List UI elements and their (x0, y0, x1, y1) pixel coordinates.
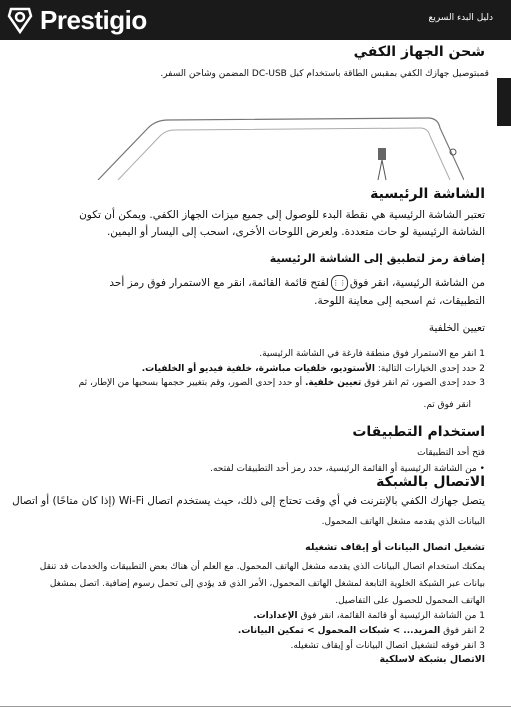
wallpaper-step-3-text: 3 حدد إحدى الصور، ثم انقر فوق (361, 378, 485, 388)
tablet-illustration (78, 88, 464, 180)
network-line-2: البيانات الذي يقدمه مشغل الهاتف المحمول. (321, 517, 485, 527)
data-conn-line-2: بيانات عبر الشبكة الخلوية التابعة لمشغل الهاتف المحمول، الأمر الذي قد يؤدي إلى تحمل رسوم إضافية. اتصل بمشغل (49, 579, 485, 589)
apps-open: فتح أحد التطبيقات (417, 448, 485, 458)
wallpaper-step-1: 1 انقر مع الاستمرار فوق منطقة فارغة في الشاشة الرئيسية. (259, 349, 485, 359)
data-conn-step-1-bold: الإعدادات. (253, 611, 298, 621)
wallpaper-step-3-bold: تعيين خلفية. (304, 378, 362, 388)
add-icon-text-b: لفتح قائمة القائمة، انقر مع الاستمرار فوق رمز أحد (109, 277, 329, 289)
data-conn-step-2-bold: المزيد... > شبكات المحمول > تمكين البيانات. (237, 626, 441, 636)
home-line-2: الشاشة الرئيسية لو حات متعددة. ولعرض اللوحات الأخرى، اسحب إلى اليسار أو اليمين. (106, 226, 485, 238)
header-bar (0, 0, 511, 40)
charging-heading: شحن الجهاز الكفي (353, 44, 485, 60)
add-icon-heading: إضافة رمز لتطبيق إلى الشاشة الرئيسية (269, 252, 485, 265)
charging-body: قمبتوصيل جهازك الكفي بمقبس الطاقة باستخدام كبل DC-USB المضمن وشاحن السفر. (160, 69, 489, 79)
home-heading: الشاشة الرئيسية (370, 186, 485, 202)
side-tab-marker (497, 78, 511, 126)
wallpaper-step-2-text: 2 حدد إحدى الخيارات التالية: (374, 364, 485, 374)
wallpaper-heading: تعيين الخلفية (428, 322, 485, 334)
brand-logo (6, 5, 147, 35)
home-line-1: تعتبر الشاشة الرئيسية هي نقطة البدء للوصول إلى جميع ميزات الجهاز الكفي. ويمكن أن تكون (79, 209, 485, 221)
wallpaper-step-3-cont: انقر فوق تم. (423, 400, 471, 410)
prestigio-logo-icon (6, 6, 34, 34)
data-conn-step-1 (253, 609, 485, 623)
brand-name: Prestigio (40, 4, 147, 35)
apps-heading: استخدام التطبيقات (352, 424, 485, 440)
add-icon-line-2: التطبيقات، ثم اسحبه إلى معاينة اللوحة. (314, 295, 485, 307)
network-heading: الاتصال بالشبكة (376, 474, 485, 490)
add-icon-line-1 (109, 275, 485, 291)
data-conn-step-2-text: 2 انقر فوق (440, 626, 485, 636)
footer-divider (0, 706, 511, 707)
network-line-1: يتصل جهازك الكفي بالإنترنت في أي وقت تحتاج إلى ذلك، حيث يستخدم اتصال Wi-Fi (إذا كان متاحًا) أو اتصال (12, 495, 485, 507)
apps-menu-icon: ⋮⋮ (331, 275, 348, 291)
add-icon-text-a: من الشاشة الرئيسية، انقر فوق (349, 277, 485, 289)
data-conn-line-1: يمكنك استخدام اتصال البيانات الذي يقدمه مشغل الهاتف المحمول. مع العلم أن هناك بعض التطبيقات والخدمات قد تنقل (39, 562, 485, 572)
data-conn-step-2 (238, 624, 485, 638)
wireless-heading: الاتصال بشبكة لاسلكية (379, 654, 485, 665)
guide-title: دليل البدء السريع (428, 13, 493, 23)
wallpaper-step-3-post: أو حدد إحدى الصور، وقم بتغيير حجمها بسحبها من الإطار، ثم (78, 378, 305, 388)
wallpaper-step-3 (79, 376, 485, 390)
wallpaper-step-2-options: الأستوديو، خلفيات مباشرة، خلفية فيديو أو الخلفيات. (141, 364, 375, 374)
data-conn-heading: تشغيل اتصال البيانات أو إيقاف تشغيله (305, 542, 485, 553)
data-conn-step-3: 3 انقر فوقه لتشغيل اتصال البيانات أو إيقاف تشغيله. (290, 641, 485, 651)
wallpaper-step-2 (142, 362, 485, 376)
apps-bullet: • من الشاشة الرئيسية أو القائمة الرئيسية، حدد رمز أحد التطبيقات لفتحه. (210, 464, 485, 474)
data-conn-line-3: الهاتف المحمول للحصول على التفاصيل. (335, 596, 485, 606)
data-conn-step-1-text: 1 من الشاشة الرئيسية أو قائمة القائمة، انقر فوق (297, 611, 485, 621)
